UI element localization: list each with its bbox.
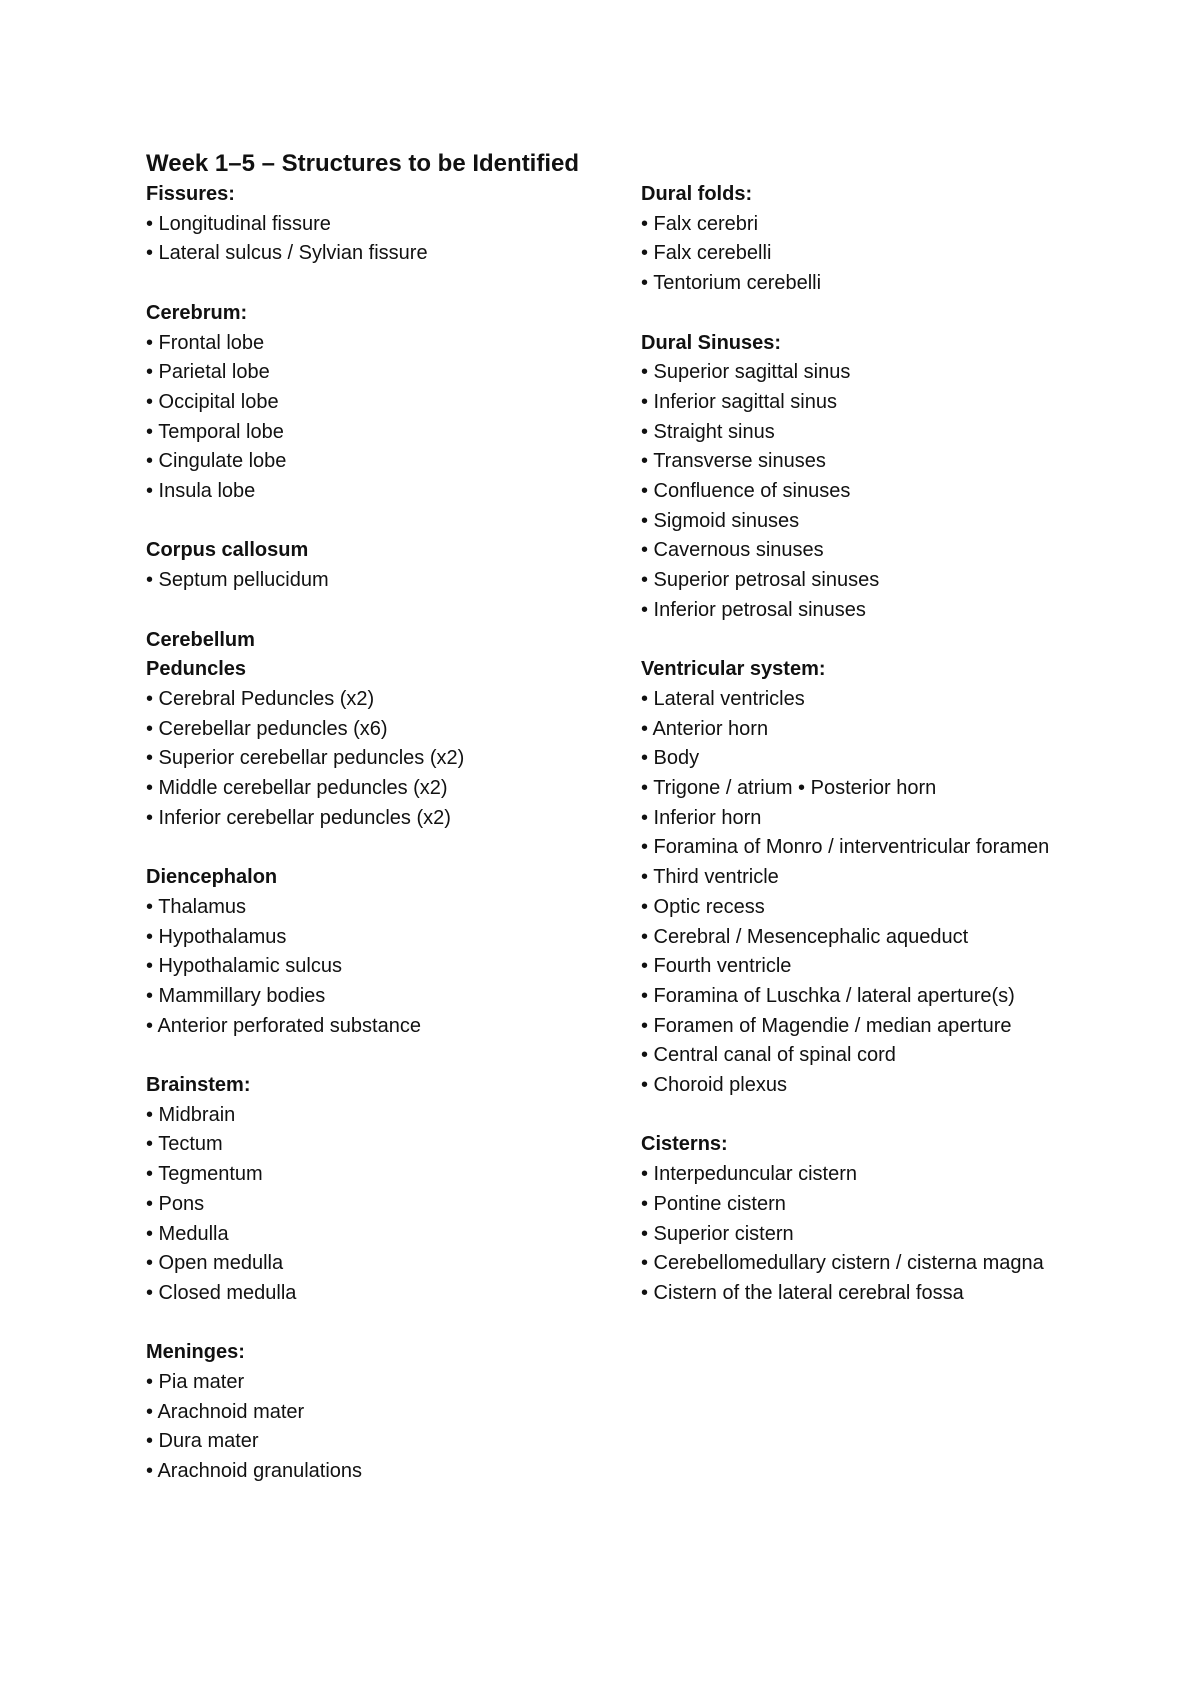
- left-column: [146, 180, 606, 1517]
- list-item: • Inferior petrosal sinuses: [641, 598, 866, 621]
- list-item: • Tentorium cerebelli: [641, 272, 822, 295]
- list-item: • Superior cerebellar peduncles (x2): [146, 747, 465, 770]
- list-item: • Midbrain: [146, 1103, 236, 1126]
- list-item: • Cerebral / Mesencephalic aqueduct: [641, 925, 969, 948]
- list-item: • Lateral ventricles: [641, 687, 805, 710]
- list-item: • Pons: [146, 1192, 205, 1215]
- section-cerebrum: [146, 299, 606, 507]
- list-item: • Interpeduncular cistern: [641, 1163, 858, 1186]
- list-item: • Foramina of Monro / interventricular foramen: [641, 836, 1050, 859]
- list-item: • Pia mater: [146, 1371, 245, 1394]
- list-item: • Cistern of the lateral cerebral fossa: [641, 1281, 964, 1304]
- list-item: • Superior petrosal sinuses: [641, 569, 880, 592]
- list-item: • Trigone / atrium • Posterior horn: [641, 777, 937, 800]
- list-item: • Inferior sagittal sinus: [641, 390, 837, 413]
- section-heading: Dural Sinuses:: [641, 331, 782, 354]
- list-item: • Falx cerebelli: [641, 242, 772, 265]
- section-heading: Cerebellum: [146, 628, 255, 651]
- list-item: • Inferior cerebellar peduncles (x2): [146, 806, 451, 829]
- section-brainstem: [146, 1071, 606, 1309]
- section-ventricular-system: [641, 655, 1071, 1101]
- list-item: • Hypothalamic sulcus: [146, 955, 342, 978]
- section-meninges: [146, 1338, 606, 1487]
- section-corpus-callosum: [146, 536, 606, 595]
- list-item: • Sigmoid sinuses: [641, 509, 800, 532]
- list-item: • Anterior perforated substance: [146, 1014, 421, 1037]
- list-item: • Transverse sinuses: [641, 450, 826, 473]
- list-item: • Longitudinal fissure: [146, 212, 331, 235]
- list-item: • Arachnoid mater: [146, 1400, 305, 1423]
- list-item: • Third ventricle: [641, 866, 779, 889]
- section-dural-folds: [641, 180, 1071, 299]
- list-item: • Medulla: [146, 1222, 229, 1245]
- list-item: • Straight sinus: [641, 420, 775, 443]
- section-heading: Ventricular system:: [641, 658, 826, 681]
- list-item: • Pontine cistern: [641, 1192, 786, 1215]
- list-item: • Inferior horn: [641, 806, 762, 829]
- list-item: • Falx cerebri: [641, 212, 759, 235]
- list-item: • Anterior horn: [641, 717, 769, 740]
- list-item: • Temporal lobe: [146, 420, 284, 443]
- section-fissures: [146, 180, 606, 269]
- list-item: • Insula lobe: [146, 480, 256, 503]
- list-item: • Septum pellucidum: [146, 569, 329, 592]
- section-heading: Meninges:: [146, 1341, 245, 1364]
- section-diencephalon: [146, 863, 606, 1041]
- section-heading: Diencephalon: [146, 866, 278, 889]
- list-item: • Central canal of spinal cord: [641, 1044, 896, 1067]
- list-item: • Superior sagittal sinus: [641, 361, 851, 384]
- section-cisterns: [641, 1130, 1071, 1308]
- list-item: • Middle cerebellar peduncles (x2): [146, 777, 448, 800]
- right-column: [641, 180, 1071, 1338]
- list-item: • Fourth ventricle: [641, 955, 792, 978]
- list-item: • Lateral sulcus / Sylvian fissure: [146, 242, 428, 265]
- list-item: • Confluence of sinuses: [641, 480, 851, 503]
- list-item: • Choroid plexus: [641, 1074, 787, 1097]
- list-item: • Tegmentum: [146, 1163, 263, 1186]
- list-item: • Cingulate lobe: [146, 450, 287, 473]
- list-item: • Closed medulla: [146, 1281, 297, 1304]
- list-item: • Tectum: [146, 1133, 223, 1156]
- section-dural-sinuses: [641, 329, 1071, 626]
- list-item: • Optic recess: [641, 895, 765, 918]
- page-title: Week 1–5 – Structures to be Identified: [146, 150, 580, 177]
- list-item: • Dura mater: [146, 1430, 259, 1453]
- list-item: • Cavernous sinuses: [641, 539, 824, 562]
- list-item: • Foramina of Luschka / lateral aperture(s): [641, 984, 1015, 1007]
- list-item: • Body: [641, 747, 700, 770]
- section-heading: Corpus callosum: [146, 539, 309, 562]
- section-heading: Dural folds:: [641, 183, 753, 205]
- list-item: • Arachnoid granulations: [146, 1460, 363, 1483]
- list-item: • Foramen of Magendie / median aperture: [641, 1014, 1012, 1037]
- section-heading: Cerebrum:: [146, 301, 248, 324]
- list-item: • Mammillary bodies: [146, 984, 326, 1007]
- list-item: • Superior cistern: [641, 1222, 794, 1245]
- list-item: • Cerebellomedullary cistern / cisterna magna: [641, 1252, 1044, 1275]
- section-cerebellum: [146, 626, 606, 834]
- list-item: • Hypothalamus: [146, 925, 287, 948]
- list-item: • Thalamus: [146, 895, 247, 918]
- list-item: • Frontal lobe: [146, 331, 265, 354]
- list-item: • Occipital lobe: [146, 390, 279, 413]
- section-heading: Cisterns:: [641, 1133, 728, 1156]
- list-item: • Cerebral Peduncles (x2): [146, 687, 375, 710]
- list-item: • Cerebellar peduncles (x6): [146, 717, 388, 740]
- section-heading: Brainstem:: [146, 1074, 251, 1097]
- list-item: • Parietal lobe: [146, 361, 270, 384]
- section-heading: Fissures:: [146, 183, 235, 205]
- list-item: • Open medulla: [146, 1252, 284, 1275]
- section-subheading: Peduncles: [146, 658, 247, 681]
